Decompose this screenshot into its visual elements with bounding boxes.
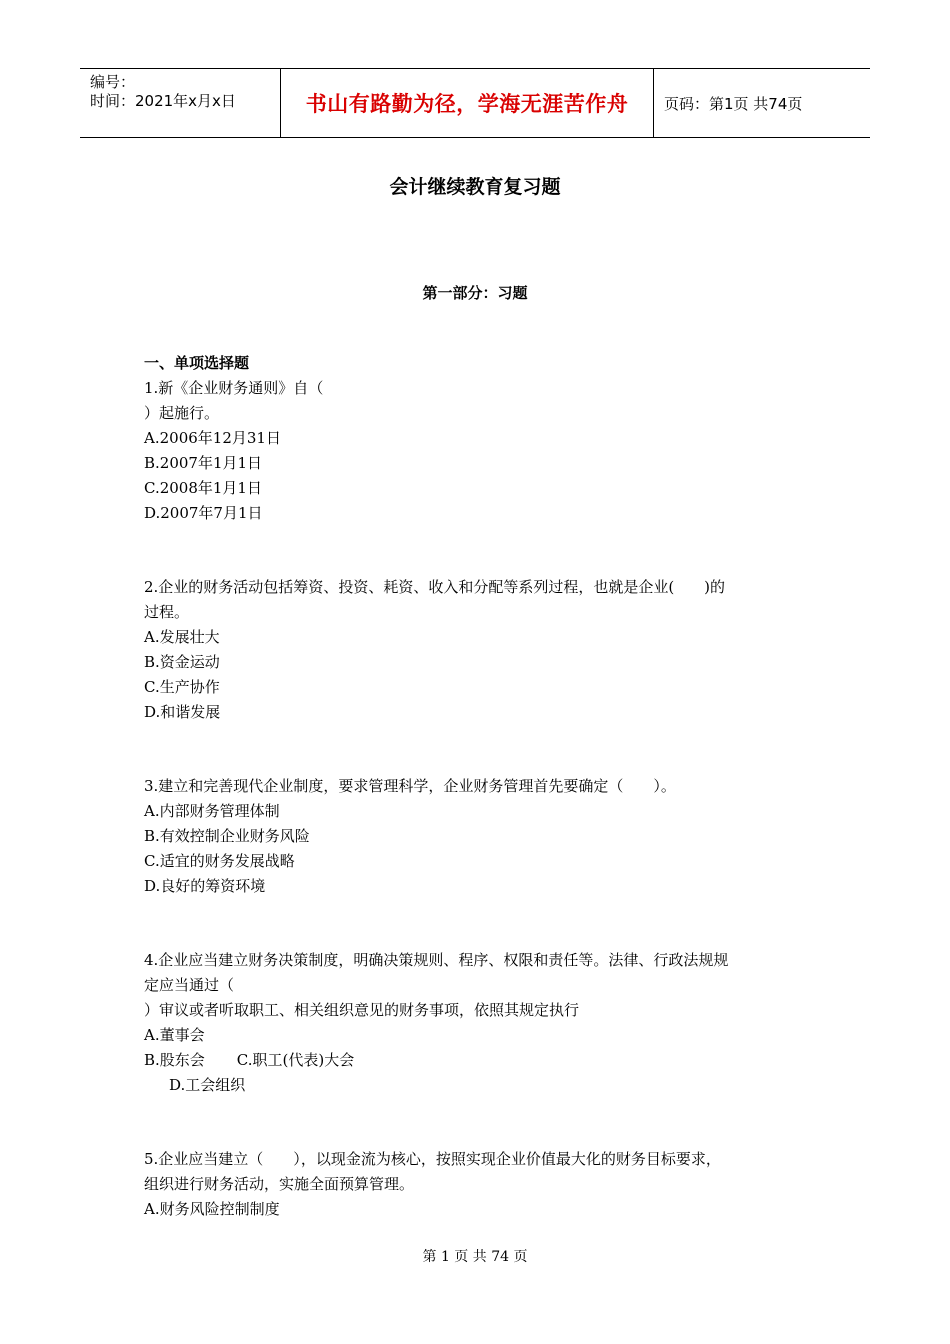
question-text: 1.新《企业财务通则》自（: [144, 379, 324, 397]
option-d: D.和谐发展: [144, 703, 221, 721]
question-4: [144, 948, 814, 1098]
date-label: 时间：2021年x月x日: [90, 92, 236, 110]
question-text: ）起施行。: [144, 404, 220, 422]
part-heading: 第一部分：习题: [422, 284, 528, 302]
option-a: A.内部财务管理体制: [144, 802, 280, 820]
header-motto: 书山有路勤为径，学海无涯苦作舟: [281, 69, 654, 137]
question-text: ）审议或者听取职工、相关组织意见的财务事项，依照其规定执行: [144, 1001, 580, 1019]
page-header: [80, 68, 870, 138]
question-1: [144, 376, 814, 526]
option-b: B.2007年1月1日: [144, 454, 263, 472]
option-c: C.职工(代表)大会: [236, 1051, 355, 1069]
option-a: A.发展壮大: [144, 628, 220, 646]
question-text: 3.建立和完善现代企业制度，要求管理科学，企业财务管理首先要确定（ ）。: [144, 777, 676, 795]
question-2: [144, 575, 814, 725]
option-d: D.良好的筹资环境: [144, 877, 266, 895]
page-footer: 第 1 页 共 74 页: [422, 1249, 528, 1265]
question-text: 4.企业应当建立财务决策制度，明确决策规则、程序、权限和责任等。法律、行政法规规: [144, 951, 729, 969]
option-c: C.2008年1月1日: [144, 479, 262, 497]
option-a: A.财务风险控制制度: [144, 1200, 280, 1218]
question-3: [144, 774, 814, 899]
question-text: 定应当通过（: [144, 976, 235, 994]
option-c: C.适宜的财务发展战略: [144, 852, 295, 870]
document-title: 会计继续教育复习题: [389, 176, 561, 198]
question-text: 2.企业的财务活动包括筹资、投资、耗资、收入和分配等系列过程，也就是企业( )的: [144, 578, 726, 596]
question-text: 过程。: [144, 603, 190, 621]
option-b: B.有效控制企业财务风险: [144, 827, 310, 845]
option-c: C.生产协作: [144, 678, 220, 696]
option-a: A.2006年12月31日: [144, 429, 281, 447]
number-label: 编号：: [90, 73, 136, 91]
question-5: [144, 1147, 814, 1222]
question-text: 组织进行财务活动，实施全面预算管理。: [144, 1175, 415, 1193]
option-d: D.工会组织: [169, 1076, 246, 1094]
option-b: B.股东会: [144, 1051, 205, 1069]
option-row-bc: [144, 1048, 814, 1073]
question-text: 5.企业应当建立（ ），以现金流为核心，按照实现企业价值最大化的财务目标要求，: [144, 1150, 721, 1168]
header-page-info: 页码：第1页 共74页: [664, 94, 803, 113]
option-b: B.资金运动: [144, 653, 220, 671]
option-a: A.董事会: [144, 1026, 205, 1044]
header-meta: [80, 69, 281, 137]
section-heading: 一、单项选择题: [144, 354, 250, 372]
option-d: D.2007年7月1日: [144, 504, 263, 522]
